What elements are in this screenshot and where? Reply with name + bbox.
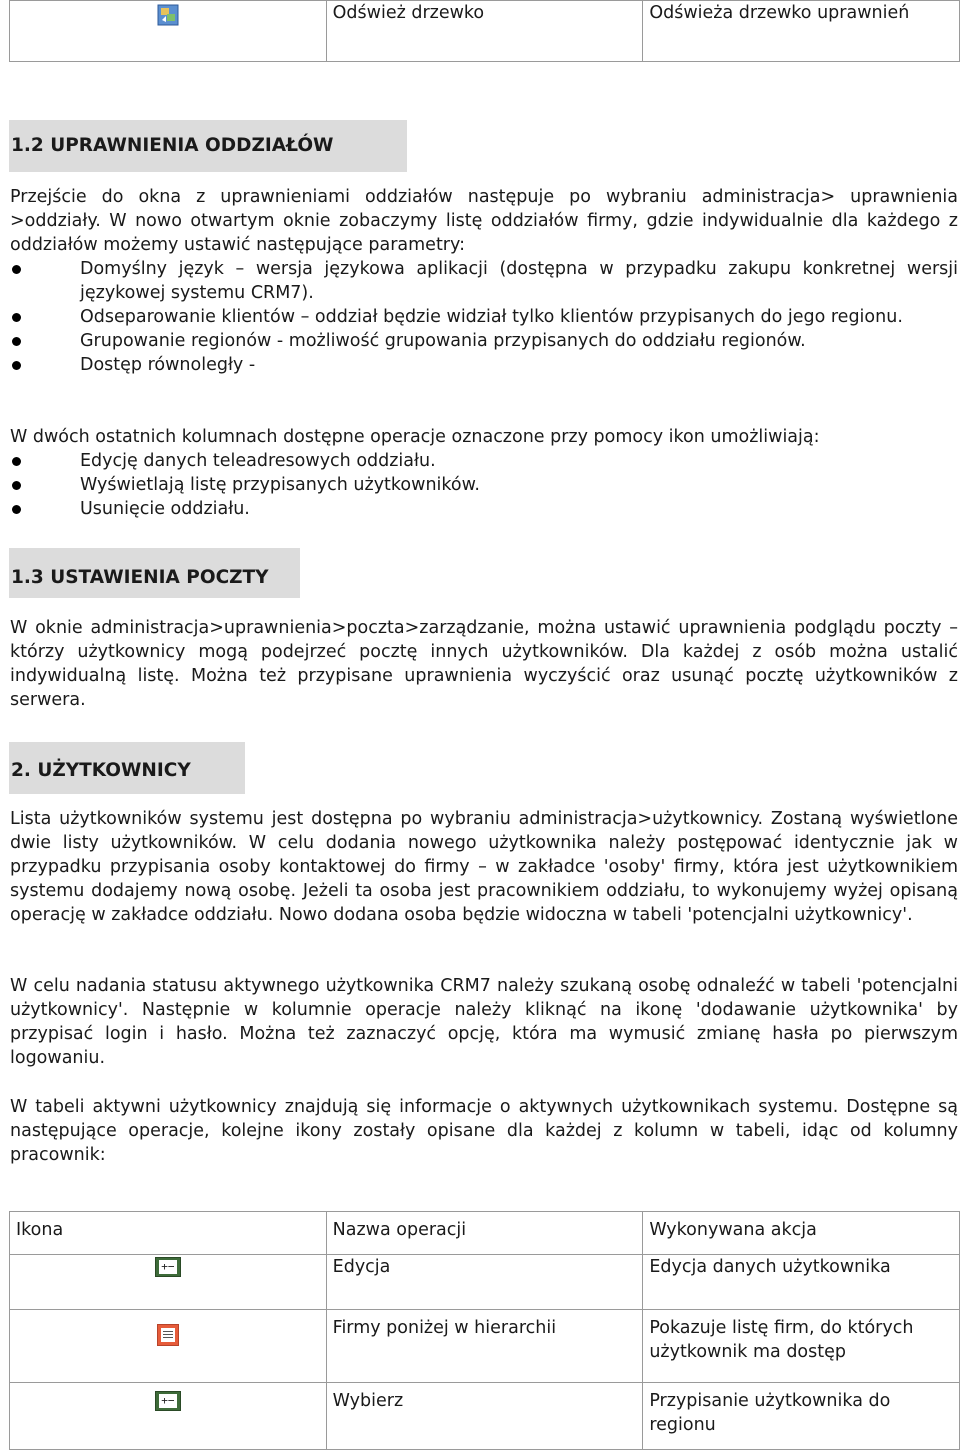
list-item: Odseparowanie klientów – oddział będzie widział tylko klientów przypisanych do jego regionu.	[10, 305, 958, 329]
icon-cell	[10, 1, 327, 62]
operation-name-cell: Edycja	[326, 1255, 643, 1310]
list-item: Grupowanie regionów - możliwość grupowania przypisanych do oddziału regionów.	[10, 329, 958, 353]
column-header: Ikona	[10, 1212, 327, 1255]
list-item: Usunięcie oddziału.	[10, 497, 958, 521]
column-header: Nazwa operacji	[326, 1212, 643, 1255]
operations-list	[10, 449, 958, 521]
section-paragraph: W celu nadania statusu aktywnego użytkownika CRM7 należy szukaną osobę odnaleźć w tabeli 'potencjalni użytkownicy'. Następnie w kolumnie operacje należy kliknąć na ikonę 'dodawanie użytkownika' by przypisać login i hasło. Można też zaznaczyć opcję, która ma wymusić zmianę hasła po pierwszym logowaniu.	[10, 976, 958, 1068]
section-paragraph: Przejście do okna z uprawnieniami oddziałów następuje po wybraniu administracja> uprawnienia >oddziały. W nowo otwartym oknie zobaczymy listę oddziałów firmy, gdzie indywidualnie dla każdego z oddziałów możemy ustawić następujące parametry:	[10, 187, 958, 255]
icon-cell	[10, 1383, 327, 1450]
list-item: Wyświetlają listę przypisanych użytkowników.	[10, 473, 958, 497]
section-paragraph: W tabeli aktywni użytkownicy znajdują się informacje o aktywnych użytkownikach systemu. Dostępne są następujące operacje, kolejne ikony zostały opisane dla każdej z kolumn w tabeli, idąc od kolumny pracownik:	[10, 1097, 958, 1165]
table-row	[10, 1, 960, 62]
table-row	[10, 1310, 960, 1383]
list-item: Dostęp równoległy -	[10, 353, 958, 377]
operation-name-cell: Wybierz	[326, 1383, 643, 1450]
icon-cell	[10, 1310, 327, 1383]
parameters-list	[10, 257, 958, 377]
operation-action-cell: Przypisanie użytkownika do regionu	[643, 1383, 960, 1450]
section-heading: 2. UŻYTKOWNICY	[9, 742, 245, 794]
section-paragraph: W oknie administracja>uprawnienia>poczta>zarządzanie, można ustawić uprawnienia podglądu poczty – którzy użytkownicy mogą podejrzeć pocztę innych użytkowników. Dla każdej z osób można ustalić indywidualną listę. Można też przypisane uprawnienia wyczyścić oraz usunąć pocztę użytkowników z serwera.	[10, 618, 958, 710]
icon-cell	[10, 1255, 327, 1310]
table-row	[10, 1383, 960, 1450]
table-header-row	[10, 1212, 960, 1255]
operation-name-cell: Firmy poniżej w hierarchii	[326, 1310, 643, 1383]
section-heading: 1.2 UPRAWNIENIA ODDZIAŁÓW	[9, 120, 407, 172]
operation-action-cell: Pokazuje listę firm, do których użytkownik ma dostęp	[643, 1310, 960, 1383]
top-operations-table	[9, 0, 960, 62]
column-header: Wykonywana akcja	[643, 1212, 960, 1255]
table-row	[10, 1255, 960, 1310]
section-paragraph: Lista użytkowników systemu jest dostępna po wybraniu administracja>użytkownicy. Zostaną wyświetlone dwie listy użytkowników. W celu dodania nowego użytkownika należy postępować identycznie jak w przypadku przypisania osoby kontaktowej do firmy – w zakładce 'osoby' firmy, która jest użytkownikiem systemu dodajemy nową osobę. Jeżeli ta osoba jest pracownikiem oddziału, to wykonujemy wyżej opisaną operację w zakładce oddziału. Nowo dodana osoba będzie widoczna w tabeli 'potencjalni użytkownicy'.	[10, 809, 958, 925]
plus-minus-icon[interactable]: +−	[155, 1257, 181, 1277]
list-item: Edycję danych teleadresowych oddziału.	[10, 449, 958, 473]
operation-action-cell: Odświeża drzewko uprawnień	[643, 1, 960, 62]
refresh-icon[interactable]	[155, 3, 181, 27]
list-item: Domyślny język – wersja językowa aplikacji (dostępna w przypadku zakupu konkretnej wersji językowej systemu CRM7).	[10, 257, 958, 305]
user-operations-table	[9, 1211, 960, 1450]
plus-minus-icon[interactable]: +−	[155, 1391, 181, 1411]
operation-name-cell: Odśwież drzewko	[326, 1, 643, 62]
list-icon[interactable]	[157, 1324, 179, 1346]
operation-action-cell: Edycja danych użytkownika	[643, 1255, 960, 1310]
section-paragraph: W dwóch ostatnich kolumnach dostępne operacje oznaczone przy pomocy ikon umożliwiają:	[10, 427, 820, 447]
section-heading: 1.3 USTAWIENIA POCZTY	[9, 548, 300, 598]
